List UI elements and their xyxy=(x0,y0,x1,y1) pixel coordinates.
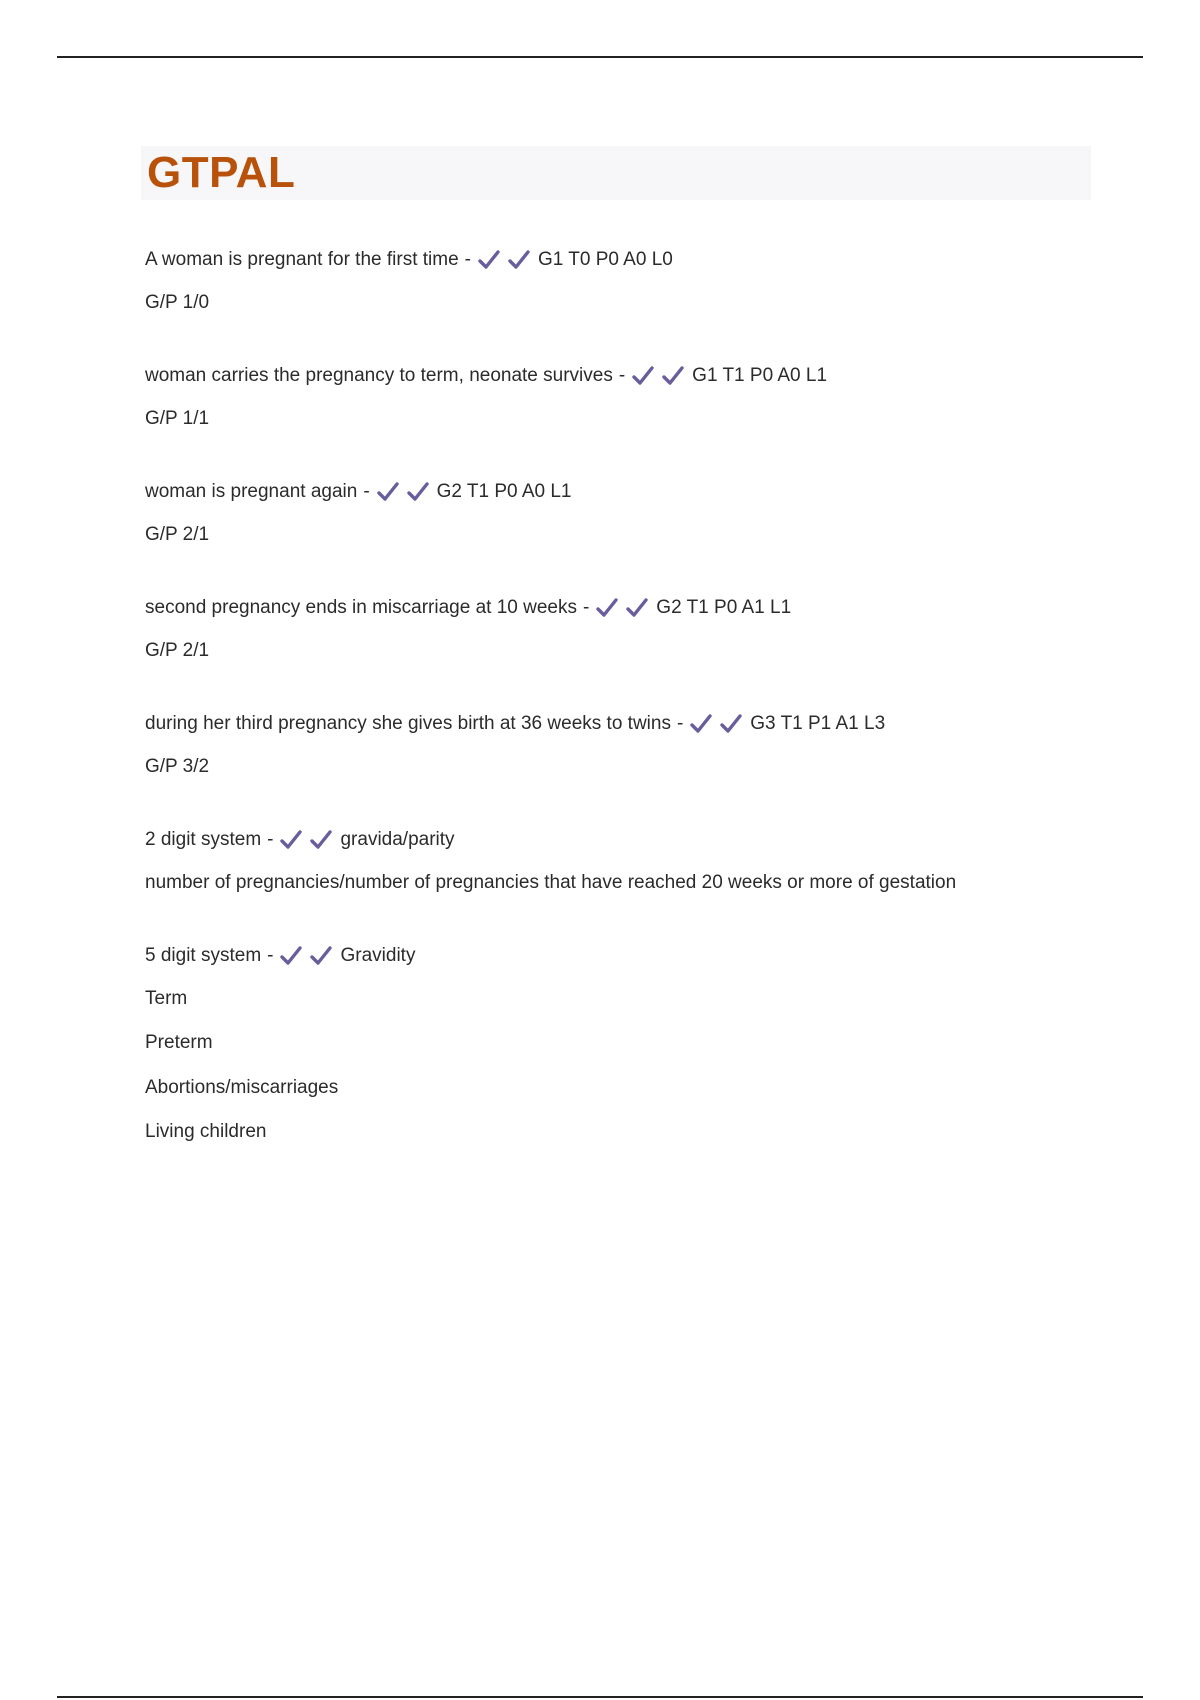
card-question-row xyxy=(145,942,1105,970)
card-answer: G3 T1 P1 A1 L3 xyxy=(750,713,886,734)
question-separator: - xyxy=(618,365,626,386)
card-question-row xyxy=(145,710,1105,738)
card-question-row xyxy=(145,246,1105,274)
card-detail: Preterm xyxy=(145,1032,213,1053)
check-icon xyxy=(279,944,303,968)
card-question: woman carries the pregnancy to term, neonate survives xyxy=(145,365,613,386)
card-answer: Gravidity xyxy=(340,945,416,966)
check-icon xyxy=(625,596,649,620)
card-answer: G2 T1 P0 A1 L1 xyxy=(656,597,792,618)
flashcard xyxy=(145,710,1105,781)
card-answer: G1 T0 P0 A0 L0 xyxy=(537,249,673,270)
check-icon xyxy=(376,480,400,504)
card-question-row xyxy=(145,826,1105,854)
card-answer: G2 T1 P0 A0 L1 xyxy=(436,481,572,502)
flashcard xyxy=(145,362,1105,433)
check-icon xyxy=(406,480,430,504)
check-icon xyxy=(279,828,303,852)
flashcard xyxy=(145,478,1105,549)
question-separator: - xyxy=(363,481,370,502)
flashcard xyxy=(145,594,1105,665)
check-icon xyxy=(719,712,743,736)
card-detail: G/P 2/1 xyxy=(145,524,210,545)
flashcard xyxy=(145,246,1105,317)
card-question-row xyxy=(145,594,1105,622)
page-title: GTPAL xyxy=(147,148,296,197)
card-question: during her third pregnancy she gives birth at 36 weeks to twins xyxy=(145,713,671,734)
card-detail: number of pregnancies/number of pregnancies that have reached 20 weeks or more of gestation xyxy=(145,872,957,893)
question-separator: - xyxy=(464,249,471,270)
card-question: woman is pregnant again xyxy=(145,481,358,502)
footer-rule xyxy=(57,1696,1143,1698)
card-detail: Abortions/miscarriages xyxy=(145,1077,339,1098)
card-detail: G/P 1/0 xyxy=(145,292,210,313)
question-separator: - xyxy=(582,597,590,618)
card-detail: G/P 3/2 xyxy=(145,756,210,777)
card-question: second pregnancy ends in miscarriage at 10 weeks xyxy=(145,597,577,618)
check-icon xyxy=(631,364,655,388)
card-question-row xyxy=(145,478,1105,506)
card-detail: G/P 1/1 xyxy=(145,408,210,429)
flashcard-list xyxy=(145,246,1105,1146)
header-rule xyxy=(57,56,1143,58)
card-answer: gravida/parity xyxy=(340,829,455,850)
card-detail: G/P 2/1 xyxy=(145,640,210,661)
card-detail: Term xyxy=(145,988,188,1009)
flashcard xyxy=(145,942,1105,1146)
check-icon xyxy=(595,596,619,620)
question-separator: - xyxy=(267,829,274,850)
card-detail: Living children xyxy=(145,1121,267,1142)
check-icon xyxy=(309,828,333,852)
check-icon xyxy=(507,248,531,272)
check-icon xyxy=(689,712,713,736)
question-separator: - xyxy=(267,945,274,966)
flashcard xyxy=(145,826,1105,897)
card-question: A woman is pregnant for the first time xyxy=(145,249,459,270)
check-icon xyxy=(309,944,333,968)
card-question-row xyxy=(145,362,1105,390)
check-icon xyxy=(661,364,685,388)
card-question: 2 digit system xyxy=(145,829,262,850)
title-banner xyxy=(141,146,1091,200)
card-question: 5 digit system xyxy=(145,945,262,966)
check-icon xyxy=(477,248,501,272)
card-answer: G1 T1 P0 A0 L1 xyxy=(692,365,828,386)
question-separator: - xyxy=(676,713,684,734)
